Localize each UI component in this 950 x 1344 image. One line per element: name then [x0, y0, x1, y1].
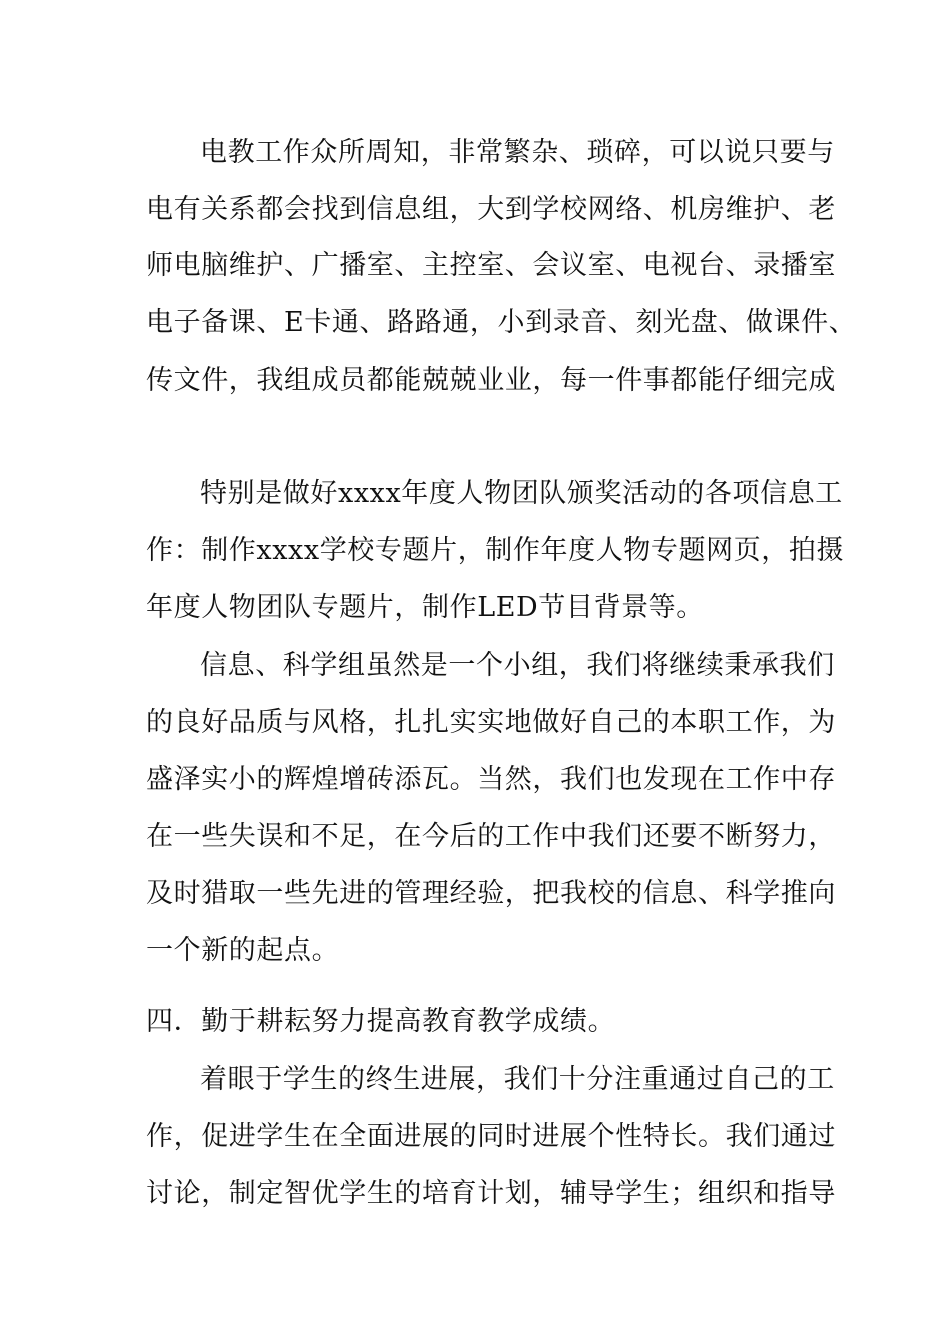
paragraph-1-line-4: 电子备课、E卡通、路路通，小到录音、刻光盘、做课件、 [146, 307, 857, 338]
paragraph-1-line-1: 电教工作众所周知，非常繁杂、琐碎，可以说只要与 [200, 137, 835, 168]
section-heading-4: 四．勤于耕耘努力提高教育教学成绩。 [146, 1006, 616, 1037]
paragraph-5-line-2: 作，促进学生在全面进展的同时进展个性特长。我们通过 [146, 1121, 836, 1152]
paragraph-3-line-1: 信息、科学组虽然是一个小组，我们将继续秉承我们 [200, 650, 835, 681]
paragraph-5-line-1: 着眼于学生的终生进展，我们十分注重通过自己的工 [200, 1064, 835, 1095]
paragraph-1-line-2: 电有关系都会找到信息组，大到学校网络、机房维护、老 [146, 194, 836, 225]
paragraph-2-line-3: 年度人物团队专题片，制作LED节目背景等。 [146, 592, 704, 623]
paragraph-3-line-4: 在一些失误和不足，在今后的工作中我们还要不断努力， [146, 821, 836, 852]
paragraph-3-line-6: 一个新的起点。 [146, 935, 340, 966]
paragraph-3-line-2: 的良好品质与风格，扎扎实实地做好自己的本职工作，为 [146, 707, 836, 738]
paragraph-3-line-5: 及时猎取一些先进的管理经验，把我校的信息、科学推向 [146, 878, 836, 909]
paragraph-2-line-2: 作：制作xxxx学校专题片，制作年度人物专题网页，拍摄 [146, 535, 845, 566]
paragraph-2-line-1: 特别是做好xxxx年度人物团队颁奖活动的各项信息工 [200, 478, 843, 509]
paragraph-1-line-5: 传文件，我组成员都能兢兢业业，每一件事都能仔细完成 [146, 365, 836, 396]
paragraph-5-line-3: 讨论，制定智优学生的培育计划，辅导学生；组织和指导 [146, 1178, 836, 1209]
paragraph-1-line-3: 师电脑维护、广播室、主控室、会议室、电视台、录播室 [146, 250, 836, 281]
paragraph-3-line-3: 盛泽实小的辉煌增砖添瓦。当然，我们也发现在工作中存 [146, 764, 836, 795]
